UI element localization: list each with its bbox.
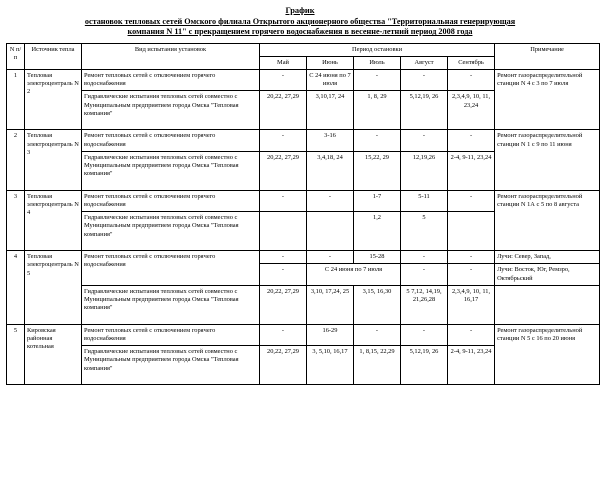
cell-july: 1-7 <box>354 190 401 211</box>
cell-september <box>448 212 495 251</box>
table-row <box>7 130 600 151</box>
document-title-block <box>4 6 596 38</box>
row-number: 3 <box>7 190 25 250</box>
row-kind: Гидравлические испытания тепловых сетей совместно с Муниципальным предприятием города Омска "Тепловая компания" <box>82 151 260 190</box>
cell-may: - <box>260 251 307 264</box>
cell-august: 5,12,19, 26 <box>401 91 448 130</box>
row-note: Лучи: Север, Запад, <box>495 251 600 264</box>
cell-june: - <box>307 251 354 264</box>
cell-june: 16-29 <box>307 324 354 345</box>
title-line-1-wrap <box>4 17 596 28</box>
cell-june: 3,10,17, 24 <box>307 91 354 130</box>
header-row-main <box>7 43 600 56</box>
table-header <box>7 43 600 69</box>
row-source: Кировская районная котельная <box>25 324 82 384</box>
header-num: N п/п <box>7 43 25 69</box>
table-row <box>7 251 600 264</box>
cell-august: - <box>401 130 448 151</box>
cell-june: 3,4,18, 24 <box>307 151 354 190</box>
row-number: 1 <box>7 69 25 129</box>
cell-july: 15-28 <box>354 251 401 264</box>
row-number: 5 <box>7 324 25 384</box>
row-kind: Ремонт тепловых сетей с отключением горячего водоснабжения <box>82 251 260 286</box>
row-source: Тепловая электроцентраль N 2 <box>25 69 82 129</box>
cell-september: - <box>448 69 495 90</box>
cell-july: - <box>354 130 401 151</box>
cell-september: 2-4, 9-11, 23,24 <box>448 346 495 385</box>
cell-may: - <box>260 130 307 151</box>
header-month-july: Июль <box>354 56 401 69</box>
table-row <box>7 324 600 345</box>
title-heading: График <box>285 6 315 15</box>
header-period: Период остановки <box>260 43 495 56</box>
cell-july: 15,22, 29 <box>354 151 401 190</box>
title-line-1: остановок тепловых сетей Омского филиала Открытого акционерного общества "Территориальная генерирующая <box>84 16 516 26</box>
row-kind: Гидравлические испытания тепловых сетей совместно с Муниципальным предприятием города Омска "Тепловая компания" <box>82 212 260 251</box>
cell-september: 2,3,4,9, 10, 11, 16,17 <box>448 285 495 324</box>
row-kind: Гидравлические испытания тепловых сетей совместно с Муниципальным предприятием города Омска "Тепловая компания" <box>82 91 260 130</box>
row-number: 2 <box>7 130 25 190</box>
cell-september: - <box>448 264 495 285</box>
row-number: 4 <box>7 251 25 325</box>
cell-july: 1, 8,15, 22,29 <box>354 346 401 385</box>
cell-july: 1, 8, 29 <box>354 91 401 130</box>
schedule-table <box>6 43 600 386</box>
cell-may: - <box>260 324 307 345</box>
cell-august: 5 <box>401 212 448 251</box>
cell-september: 2,3,4,9, 10, 11, 23,24 <box>448 91 495 130</box>
cell-september: - <box>448 190 495 211</box>
cell-august: 12,19,26 <box>401 151 448 190</box>
table-row <box>7 69 600 90</box>
header-source: Источник тепла <box>25 43 82 69</box>
cell-june-july-merged: С 24 июня по 7 июля <box>307 264 401 285</box>
row-note: Ремонт газораспределительной станции N 4 с 3 по 7 июля <box>495 69 600 129</box>
row-kind: Ремонт тепловых сетей с отключением горячего водоснабжения <box>82 324 260 345</box>
cell-july: - <box>354 324 401 345</box>
cell-july: 1,2 <box>354 212 401 251</box>
row-note: Ремонт газораспределительной станции N 5 с 16 по 20 июня <box>495 324 600 384</box>
table-row <box>7 285 600 324</box>
cell-july: - <box>354 69 401 90</box>
table-body <box>7 69 600 384</box>
cell-august: - <box>401 324 448 345</box>
title-line-2-wrap <box>4 27 596 38</box>
title-heading-line <box>4 6 596 17</box>
cell-august: 5-11 <box>401 190 448 211</box>
cell-june: 3,10, 17,24, 25 <box>307 285 354 324</box>
header-note: Примечание <box>495 43 600 69</box>
cell-august: 5 7,12, 14,19, 21,26,28 <box>401 285 448 324</box>
cell-september: 2-4, 9-11, 23,24 <box>448 151 495 190</box>
cell-june: 3, 5,10, 16,17 <box>307 346 354 385</box>
row-kind: Ремонт тепловых сетей с отключением горячего водоснабжения <box>82 130 260 151</box>
row-note <box>495 285 600 324</box>
row-note: Ремонт газораспределительной станции N 1А с 5 по 8 августа <box>495 190 600 250</box>
row-kind: Гидравлические испытания тепловых сетей совместно с Муниципальным предприятием города Омска "Тепловая компания" <box>82 285 260 324</box>
cell-september: - <box>448 251 495 264</box>
cell-june: С 24 июня по 7 июля <box>307 69 354 90</box>
header-kind: Вид испытания установок <box>82 43 260 69</box>
cell-may: 20,22, 27,29 <box>260 91 307 130</box>
cell-may: 20,22, 27,29 <box>260 151 307 190</box>
cell-september: - <box>448 324 495 345</box>
header-month-september: Сентябрь <box>448 56 495 69</box>
row-kind: Ремонт тепловых сетей с отключением горячего водоснабжения <box>82 190 260 211</box>
cell-august: - <box>401 251 448 264</box>
cell-may: - <box>260 69 307 90</box>
row-note: Лучи: Восток, Юг, Ремзро, Октябрьский <box>495 264 600 285</box>
title-line-2: компания N 11" с прекращением горячего водоснабжения в весенне-летний период 2008 года <box>127 27 473 36</box>
cell-may <box>260 212 307 251</box>
cell-may: - <box>260 190 307 211</box>
cell-june: 3-16 <box>307 130 354 151</box>
cell-june: - <box>307 190 354 211</box>
row-source: Тепловая электроцентраль N 5 <box>25 251 82 325</box>
row-kind: Ремонт тепловых сетей с отключением горячего водоснабжения <box>82 69 260 90</box>
header-month-may: Май <box>260 56 307 69</box>
header-month-june: Июнь <box>307 56 354 69</box>
cell-june <box>307 212 354 251</box>
cell-july: 3,15, 16,30 <box>354 285 401 324</box>
row-kind: Гидравлические испытания тепловых сетей совместно с Муниципальным предприятием города Омска "Тепловая компания" <box>82 346 260 385</box>
cell-may: - <box>260 264 307 285</box>
cell-september: - <box>448 130 495 151</box>
row-source: Тепловая электроцентраль N 4 <box>25 190 82 250</box>
cell-august: - <box>401 69 448 90</box>
cell-may: 20,22, 27,29 <box>260 285 307 324</box>
row-note: Ремонт газораспределительной станции N 1 с 9 по 11 июня <box>495 130 600 190</box>
header-month-august: Август <box>401 56 448 69</box>
cell-august: 5,12,19, 26 <box>401 346 448 385</box>
cell-may: 20,22, 27,29 <box>260 346 307 385</box>
table-row <box>7 190 600 211</box>
row-source: Тепловая электроцентраль N 3 <box>25 130 82 190</box>
cell-august: - <box>401 264 448 285</box>
